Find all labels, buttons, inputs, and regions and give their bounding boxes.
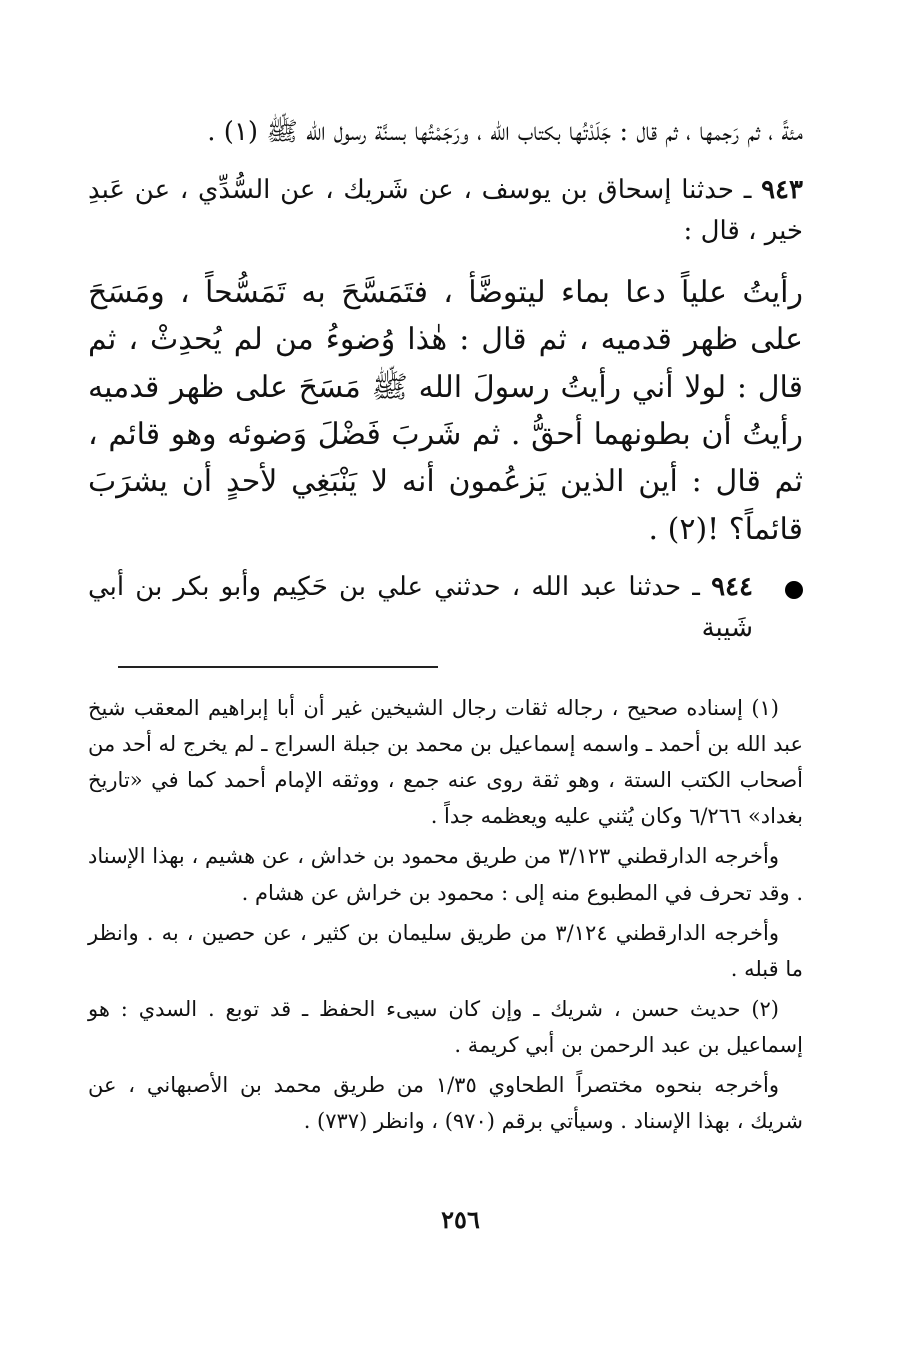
footnote-divider — [118, 666, 438, 668]
hadith-944-isnad — [88, 567, 803, 648]
hadith-943-isnad — [88, 170, 803, 251]
hadith-943-number: ٩٤٣ — [761, 175, 803, 206]
footnotes — [88, 690, 803, 1143]
hadith-943-chain: ـ حدثنا إسحاق بن يوسف ، عن شَريك ، عن السُّدِّي ، عن عَبدِ خير ، قال : — [88, 175, 803, 246]
footnote-2: (٢) حديث حسن ، شريك ـ وإن كان سيىء الحفظ ـ قد توبع . السدي : هو إسماعيل بن عبد الرحمن بن أبي كريمة . — [88, 996, 803, 1057]
footnote-1-takhrij-b: وأخرجه الدارقطني ٣/١٢٤ من طريق سليمان بن كثير ، عن حصين ، به . وانظر ما قبله . — [88, 920, 803, 981]
footnote-1-takhrij-a: وأخرجه الدارقطني ٣/١٢٣ من طريق محمود بن خداش ، عن هشيم ، بهذا الإسناد . وقد تحرف في المطبوع منه إلى : محمود بن خراش عن هشام . — [88, 844, 803, 905]
hadith-943-matn: رأيتُ علياً دعا بماء ليتوضَّأ ، فتَمَسَّحَ به تَمَسُّحاً ، ومَسَحَ على ظهر قدميه ، ثم قال : هٰذا وُضوءُ من لم يُحدِثْ ، ثم قال : لولا أني رأيتُ رسولَ الله ﷺ مَسَحَ على ظهر قدميه رأيتُ أن بطونهما أحقُّ . ثم شَربَ فَضْلَ وَضوئه وهو قائم ، ثم قال : أين الذين يَزعُمون أنه لا يَنْبَغِي لأحدٍ أن يشرَبَ قائماً؟ !(٢) . — [88, 274, 803, 547]
hadith-944-number: ٩٤٤ — [711, 572, 753, 603]
page-number: ٢٥٦ — [441, 1205, 480, 1234]
hadith-944-chain: ـ حدثنا عبد الله ، حدثني علي بن حَكِيم وأبو بكر بن أبي شَيبة — [88, 572, 753, 643]
previous-hadith-continuation: مئةً ، ثم رَجمها ، ثم قال : جَلَدْتُها بكتاب الله ، ورَجَمْتُها بسنَّة رسول الله ﷺ (١) . — [207, 117, 803, 147]
bullet-dot-icon — [785, 581, 803, 599]
footnote-2-takhrij: وأخرجه بنحوه مختصراً الطحاوي ١/٣٥ من طريق محمد بن الأصبهاني ، عن شريك ، بهذا الإسناد . وسيأتي برقم (٩٧٠) ، وانظر (٧٣٧) . — [88, 1073, 803, 1134]
main-text — [88, 112, 803, 648]
footnote-1: (١) إسناده صحيح ، رجاله ثقات رجال الشيخين غير أن أبا إبراهيم المعقب شيخ عبد الله بن أحمد ـ واسمه إسماعيل بن محمد بن جبلة السراج ـ لم يخرج له أحد من أصحاب الكتب الستة ، وهو ثقة روى عنه جمع ، ووثقه الإمام أحمد كما في «تاريخ بغداد» ٦/٢٦٦ وكان يُثني عليه ويعظمه جداً . — [88, 696, 803, 829]
